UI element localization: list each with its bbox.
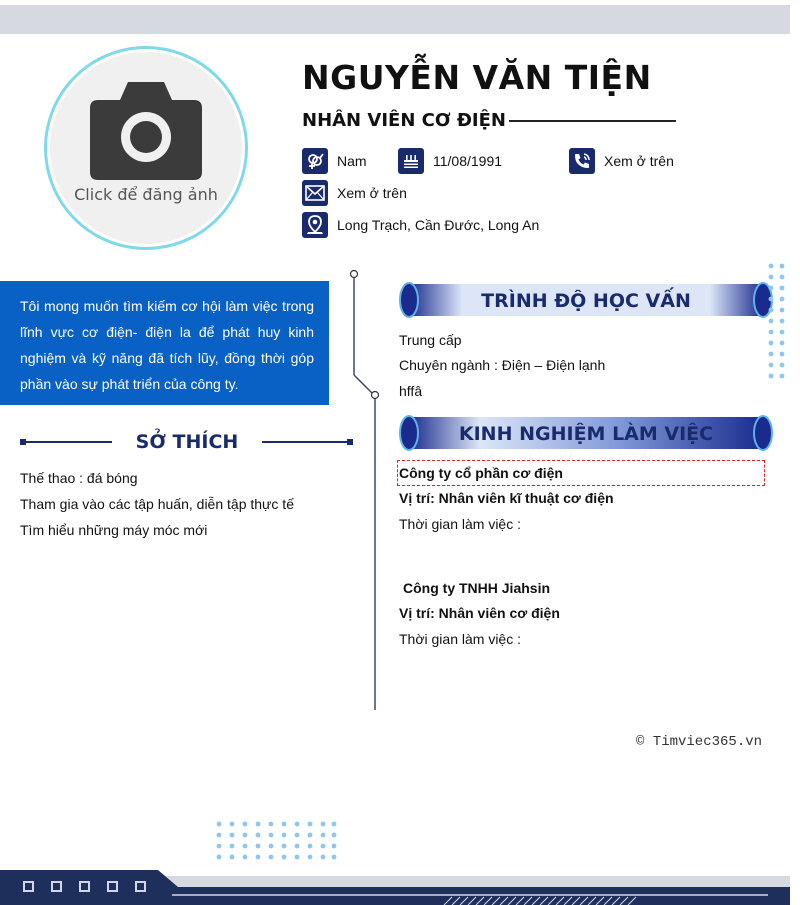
email-value: Xem ở trên	[337, 185, 407, 201]
phone-value: Xem ở trên	[604, 153, 674, 169]
hobby-title-left-line	[26, 441, 112, 443]
job-time: Thời gian làm việc :	[399, 631, 522, 647]
copyright-text: © Timviec365.vn	[636, 734, 763, 750]
job-time: Thời gian làm việc :	[399, 516, 522, 532]
hobby-title-right-line	[262, 441, 348, 443]
job-position: Vị trí: Nhân viên kĩ thuật cơ điện	[399, 490, 614, 506]
address-value: Long Trạch, Cần Đước, Long An	[337, 217, 540, 233]
envelope-icon	[302, 180, 328, 206]
candidate-name: NGUYỄN VĂN TIỆN	[302, 58, 652, 97]
gender-info	[302, 148, 367, 174]
education-major: Chuyên ngành : Điện – Điện lạnh	[399, 357, 606, 373]
address-info	[302, 212, 539, 238]
footer-square	[107, 881, 118, 892]
education-section-title: TRÌNH ĐỘ HỌC VẤN	[481, 290, 691, 312]
birthday-info	[398, 148, 502, 174]
education-level: Trung cấp	[399, 332, 462, 348]
job-company: Công ty TNHH Jiahsin	[403, 580, 551, 596]
birthday-cake-icon	[398, 148, 424, 174]
career-objective: Tôi mong muốn tìm kiếm cơ hội làm việc trong lĩnh vực cơ điện- điện la để phát huy kinh nghiệm và kỹ năng đã tích lũy, đồng thời góp phần vào sự phát triển của công ty.	[0, 281, 329, 405]
decorative-dots-right	[766, 262, 790, 386]
job-company[interactable]: Công ty cổ phần cơ điện	[399, 465, 563, 481]
job-title-divider	[509, 120, 676, 122]
footer-square	[135, 881, 146, 892]
footer-square	[23, 881, 34, 892]
upload-photo-label[interactable]: Click để đăng ảnh	[74, 185, 218, 204]
top-bar	[0, 5, 790, 34]
camera-icon[interactable]	[90, 80, 202, 180]
hobby-item: Tìm hiểu những máy móc mới	[20, 522, 208, 538]
job-title: NHÂN VIÊN CƠ ĐIỆN	[302, 110, 506, 131]
experience-section-title: KINH NGHIỆM LÀM VIỆC	[458, 423, 714, 445]
hobby-item: Tham gia vào các tập huấn, diễn tập thực tế	[20, 496, 294, 512]
phone-icon	[569, 148, 595, 174]
gender-value: Nam	[337, 153, 367, 169]
birthday-value: 11/08/1991	[433, 153, 503, 169]
phone-info	[569, 148, 674, 174]
decorative-dots-bottom	[214, 820, 340, 862]
gender-icon	[302, 148, 328, 174]
footer-square	[79, 881, 90, 892]
location-pin-icon	[302, 212, 328, 238]
footer-bar	[0, 870, 800, 905]
email-info	[302, 180, 407, 206]
hobby-section-title: SỞ THÍCH	[135, 431, 239, 453]
education-note: hffâ	[399, 383, 423, 399]
footer-square	[51, 881, 62, 892]
hobby-item: Thế thao : đá bóng	[20, 470, 138, 486]
hobby-title-right-marker	[347, 439, 353, 445]
job-position: Vị trí: Nhân viên cơ điện	[399, 605, 560, 621]
